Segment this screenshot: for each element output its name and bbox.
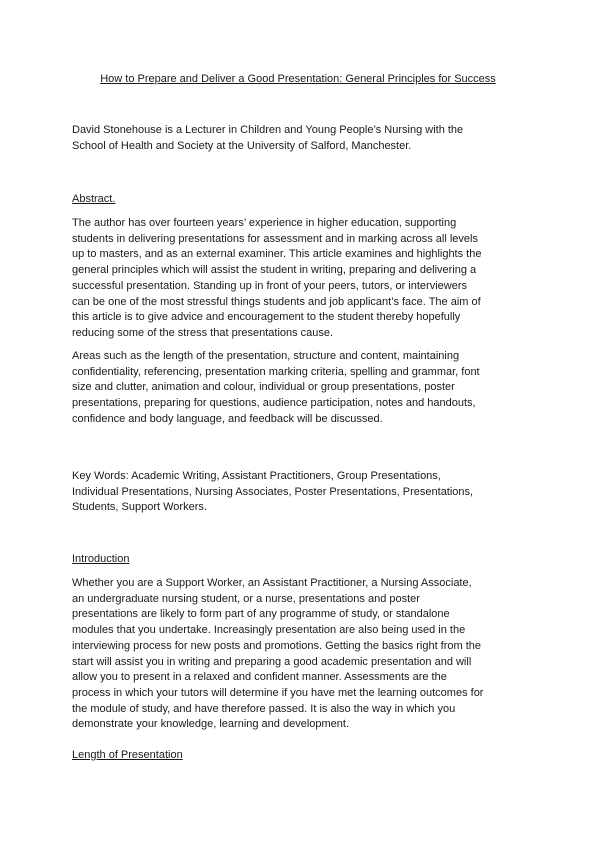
- text-line: general principles which will assist the student in writing, preparing and delivering a: [72, 264, 477, 277]
- text-line: start will assist you in writing and preparing a good academic presentation and will: [72, 655, 472, 668]
- abstract-paragraph-1: [72, 216, 524, 342]
- text-line: modules that you undertake. Increasingly presentation are also being used in the: [72, 624, 466, 637]
- text-line: allow you to present in a relaxed and confident manner. Assessments are the: [72, 671, 447, 684]
- text-line: interviewing process for new posts and promotions. Getting the basics right from the: [72, 639, 482, 652]
- keywords: [72, 469, 524, 516]
- text-line: Key Words: Academic Writing, Assistant Practitioners, Group Presentations,: [72, 470, 441, 482]
- text-line: confidence and body language, and feedback will be discussed.: [72, 412, 383, 425]
- text-line: up to masters, and as an external examiner. This article examines and highlights the: [72, 248, 482, 261]
- text-line: successful presentation. Standing up in front of your peers, tutors, or interviewers: [72, 279, 467, 292]
- text-line: Areas such as the length of the presentation, structure and content, maintaining: [72, 350, 460, 362]
- author-affiliation: [72, 123, 524, 154]
- text-line: the module of study, and have therefore passed. It is also the way in which you: [72, 702, 456, 715]
- abstract-paragraph-2: [72, 349, 524, 428]
- text-line: School of Health and Society at the University of Salford, Manchester.: [72, 139, 412, 152]
- introduction-paragraph: [72, 576, 524, 733]
- abstract-heading: Abstract.: [72, 193, 116, 205]
- text-line: Whether you are a Support Worker, an Assistant Practitioner, a Nursing Associate,: [72, 577, 472, 589]
- text-line: reducing some of the stress that presentations cause.: [72, 326, 334, 339]
- text-line: David Stonehouse is a Lecturer in Children and Young People’s Nursing with the: [72, 124, 464, 136]
- text-line: presentations, preparing for questions, audience participation, notes and handouts,: [72, 397, 476, 410]
- text-line: can be one of the most stressful things students and job applicant’s face. The aim of: [72, 295, 481, 308]
- text-line: students in delivering presentations for assessment and in marking across all levels: [72, 232, 478, 245]
- text-line: process in which your tutors will determine if you have met the learning outcomes for: [72, 686, 484, 699]
- text-line: Students, Support Workers.: [72, 501, 207, 514]
- paper-title: How to Prepare and Deliver a Good Presentation: General Principles for Success: [100, 73, 496, 85]
- text-line: this article is to give advice and encouragement to the student thereby hopefully: [72, 311, 461, 324]
- text-line: The author has over fourteen years’ experience in higher education, supporting: [72, 217, 457, 229]
- text-line: an undergraduate nursing student, or a nurse, presentations and poster: [72, 592, 420, 605]
- introduction-heading: Introduction: [72, 553, 130, 565]
- text-line: size and clutter, animation and colour, individual or group presentations, poster: [72, 381, 455, 394]
- length-of-presentation-heading: Length of Presentation: [72, 749, 183, 761]
- text-line: confidentiality, referencing, presentation marking criteria, spelling and grammar, font: [72, 365, 480, 378]
- text-line: demonstrate your knowledge, learning and development.: [72, 718, 350, 731]
- text-line: presentations are likely to form part of any programme of study, or standalone: [72, 608, 450, 621]
- text-line: Individual Presentations, Nursing Associates, Poster Presentations, Presentations,: [72, 485, 474, 498]
